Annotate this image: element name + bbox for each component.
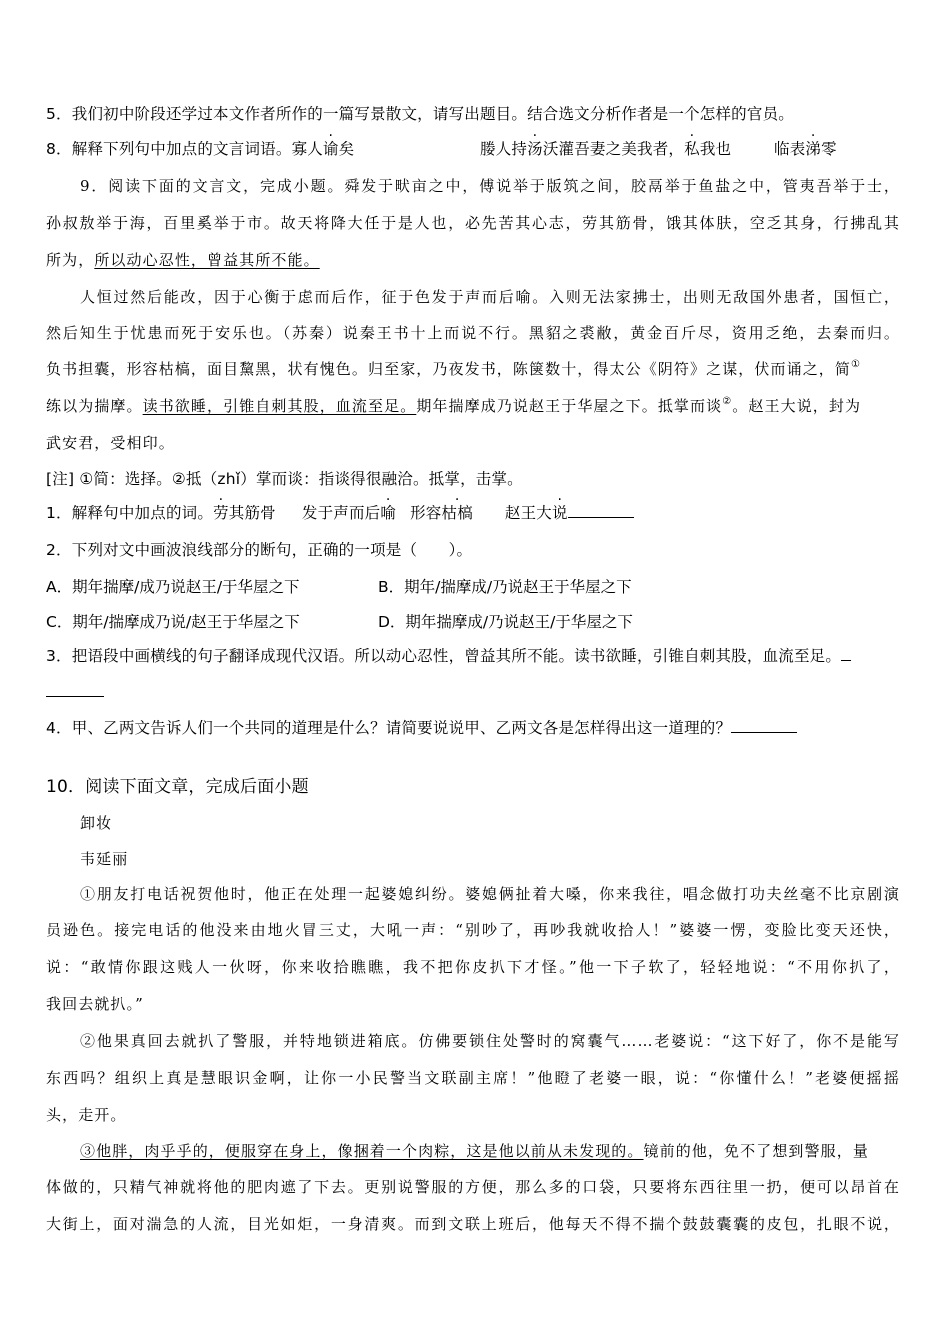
q8-text-2a: 媵人持 bbox=[480, 140, 528, 158]
option-b[interactable]: B．期年/揣摩成/乃说赵王于华屋之下 bbox=[378, 578, 632, 596]
paragraph-3-line-3: 大街上，面对湍急的人流，目光如炬，一身清爽。而到文联上班后，他每天不得不揣个鼓鼓囊囊的皮包，扎眼不说， bbox=[46, 1215, 900, 1233]
q8-suffix-1: 矣 bbox=[338, 140, 355, 158]
option-c[interactable]: C．期年/揣摩成乃说/赵王于华屋之下 bbox=[46, 613, 300, 631]
q9-line-6-text: 负书担囊，形容枯槁，面目黧黑，状有愧色。归至家，乃夜发书，陈箧数十，得太公《阴符》之谋，伏而诵之，简 bbox=[46, 360, 852, 378]
question-10-title: 10．阅读下面文章，完成后面小题 bbox=[46, 777, 309, 797]
answer-blank[interactable] bbox=[568, 503, 634, 518]
article-title: 卸妆 bbox=[80, 814, 113, 832]
sq1-text-e: 赵王大 bbox=[504, 504, 553, 522]
q9-note: [注] ①简：选择。②抵（zhǐ）掌而谈：指谈得很融洽。抵掌，击掌。 bbox=[46, 470, 523, 488]
q8-text-3b: 零 bbox=[821, 140, 837, 158]
answer-blank[interactable] bbox=[841, 646, 851, 661]
answer-blank[interactable] bbox=[731, 718, 797, 733]
sq4-text: 4．甲、乙两文告诉人们一个共同的道理是什么？请简要说说甲、乙两文各是怎样得出这一道理的？ bbox=[46, 719, 732, 737]
q9-subquestion-1 bbox=[46, 503, 634, 523]
article-author: 韦延丽 bbox=[80, 850, 129, 868]
answer-blank-line[interactable] bbox=[46, 696, 104, 697]
q9-line-7 bbox=[46, 396, 861, 416]
question-5: 5．我们初中阶段还学过本文作者所作的一篇写景散文，请写出题目。结合选文分析作者是一个怎样的官员。 bbox=[46, 105, 794, 123]
question-8-item-3 bbox=[774, 139, 837, 159]
q9-line-3a: 所为， bbox=[46, 251, 95, 269]
paragraph-3-line-1 bbox=[80, 1141, 869, 1161]
sq1-dotted-word-3: 枯槁 bbox=[441, 504, 473, 522]
footnote-ref-2: ② bbox=[722, 396, 733, 407]
paragraph-2-line-1: ②他果真回去就扒了警服，并特地锁进箱底。仿佛要锁住处警时的窝囊气……老婆说：“这下好了，你不是能写 bbox=[80, 1032, 900, 1050]
q8-text-3a: 临表 bbox=[774, 140, 806, 158]
q8-text-2c: 我也 bbox=[699, 140, 732, 158]
option-d[interactable]: D．期年揣摩成/乃说赵王/于华屋之下 bbox=[378, 613, 633, 631]
sq1-text-b: 其筋骨 bbox=[228, 504, 276, 522]
q8-dotted-word-2: 汤 bbox=[527, 140, 543, 158]
question-8 bbox=[46, 139, 354, 159]
q9-line-7c: 期年揣摩成乃说赵王于华屋之下。抵掌而谈 bbox=[416, 397, 723, 415]
q8-dotted-word-3: 私 bbox=[684, 140, 700, 158]
paragraph-2-line-3: 头，走开。 bbox=[46, 1106, 127, 1124]
q9-underlined-sentence-2: 读书欲睡，引锥自刺其股，血流至足。 bbox=[142, 397, 417, 415]
sq1-dotted-word-1: 劳 bbox=[213, 504, 229, 522]
q9-line-6 bbox=[46, 359, 861, 379]
q9-line-8: 武安君，受相印。 bbox=[46, 434, 175, 452]
q9-subquestion-2: 2．下列对文中画波浪线部分的断句，正确的一项是（ ）。 bbox=[46, 541, 473, 559]
paragraph-2-line-2: 东西吗？组织上真是慧眼识金啊，让你一小民警当文联副主席！”他瞪了老婆一眼，说：“你懂什么！”老婆便摇摇 bbox=[46, 1069, 900, 1087]
q9-line-4: 人恒过然后能改，因于心衡于虑而后作，征于色发于声而后喻。入则无法家拂士，出则无敌国外患者，国恒亡， bbox=[80, 288, 900, 306]
q9-line-5: 然后知生于忧患而死于安乐也。（苏秦）说秦王书十上而说不行。黑貂之裘敝，黄金百斤尽，资用乏绝，去秦而归。 bbox=[46, 324, 900, 342]
q8-text-2b: 沃灌吾妻之美我者， bbox=[542, 140, 685, 158]
q8-dotted-word-1: 谕 bbox=[322, 140, 339, 158]
paragraph-1-line-2: 员逊色。接完电话的他没来由地火冒三丈，大吼一声：“别吵了，再吵我就收拾人！”婆婆一愣，变脸比变天还快， bbox=[46, 921, 900, 939]
paragraph-1-line-1: ①朋友打电话祝贺他时，他正在处理一起婆媳纠纷。婆媳俩扯着大嗓，你来我往，唱念做打功夫丝毫不比京剧演 bbox=[80, 885, 900, 903]
paragraph-1-line-3: 说：“敢情你跟这贱人一伙呀，你来收拾瞧瞧，我不把你皮扒下才怪。”他一下子软了，轻轻地说：“不用你扒了， bbox=[46, 958, 900, 976]
sq1-dotted-word-4: 说 bbox=[552, 504, 568, 522]
paragraph-3-line-1-rest: 镜前的他，免不了想到警服，量 bbox=[643, 1142, 869, 1160]
question-8-item-2 bbox=[480, 139, 731, 159]
q9-subquestion-4 bbox=[46, 718, 797, 738]
sq1-dotted-word-2: 喻 bbox=[380, 504, 397, 522]
q9-line-1: 9．阅读下面的文言文，完成小题。舜发于畎亩之中，傅说举于版筑之间，胶鬲举于鱼盐之中，管夷吾举于士， bbox=[80, 177, 900, 195]
q8-prefix: 8．解释下列句中加点的文言词语。寡人 bbox=[46, 140, 323, 158]
q9-line-7d: 。赵王大说，封为 bbox=[732, 397, 862, 415]
paragraph-1-line-4: 我回去就扒。” bbox=[46, 995, 144, 1013]
sq1-text-c: 发于声而后 bbox=[301, 504, 381, 522]
q9-line-7a: 练以为揣摩。 bbox=[46, 397, 143, 415]
q9-line-3 bbox=[46, 250, 320, 270]
sq1-prompt: 1．解释句中加点的词。 bbox=[46, 504, 214, 522]
q9-subquestion-3 bbox=[46, 646, 851, 666]
q9-underlined-sentence-1: 所以动心忍性，曾益其所不能。 bbox=[94, 251, 320, 269]
paragraph-3-line-2: 体做的，只精气神就将他的肥肉遮了下去。更别说警服的方便，那么多的口袋，只要将东西往里一扔，便可以昂首在 bbox=[46, 1178, 900, 1196]
sq1-text-d: 形容 bbox=[410, 504, 442, 522]
paragraph-3-underlined: ③他胖，肉乎乎的，便服穿在身上，像捆着一个肉粽，这是他以前从未发现的。 bbox=[80, 1142, 644, 1160]
sq3-text: 3．把语段中画横线的句子翻译成现代汉语。所以动心忍性，曾益其所不能。读书欲睡，引锥自刺其股，血流至足。 bbox=[46, 647, 842, 665]
footnote-ref-1: ① bbox=[851, 359, 862, 370]
q9-line-2: 孙叔敖举于海，百里奚举于市。故天将降大任于是人也，必先苦其心志，劳其筋骨，饿其体肤，空乏其身，行拂乱其 bbox=[46, 214, 900, 232]
q8-dotted-word-4: 涕 bbox=[805, 140, 822, 158]
option-a[interactable]: A．期年揣摩/成乃说赵王/于华屋之下 bbox=[46, 578, 300, 596]
